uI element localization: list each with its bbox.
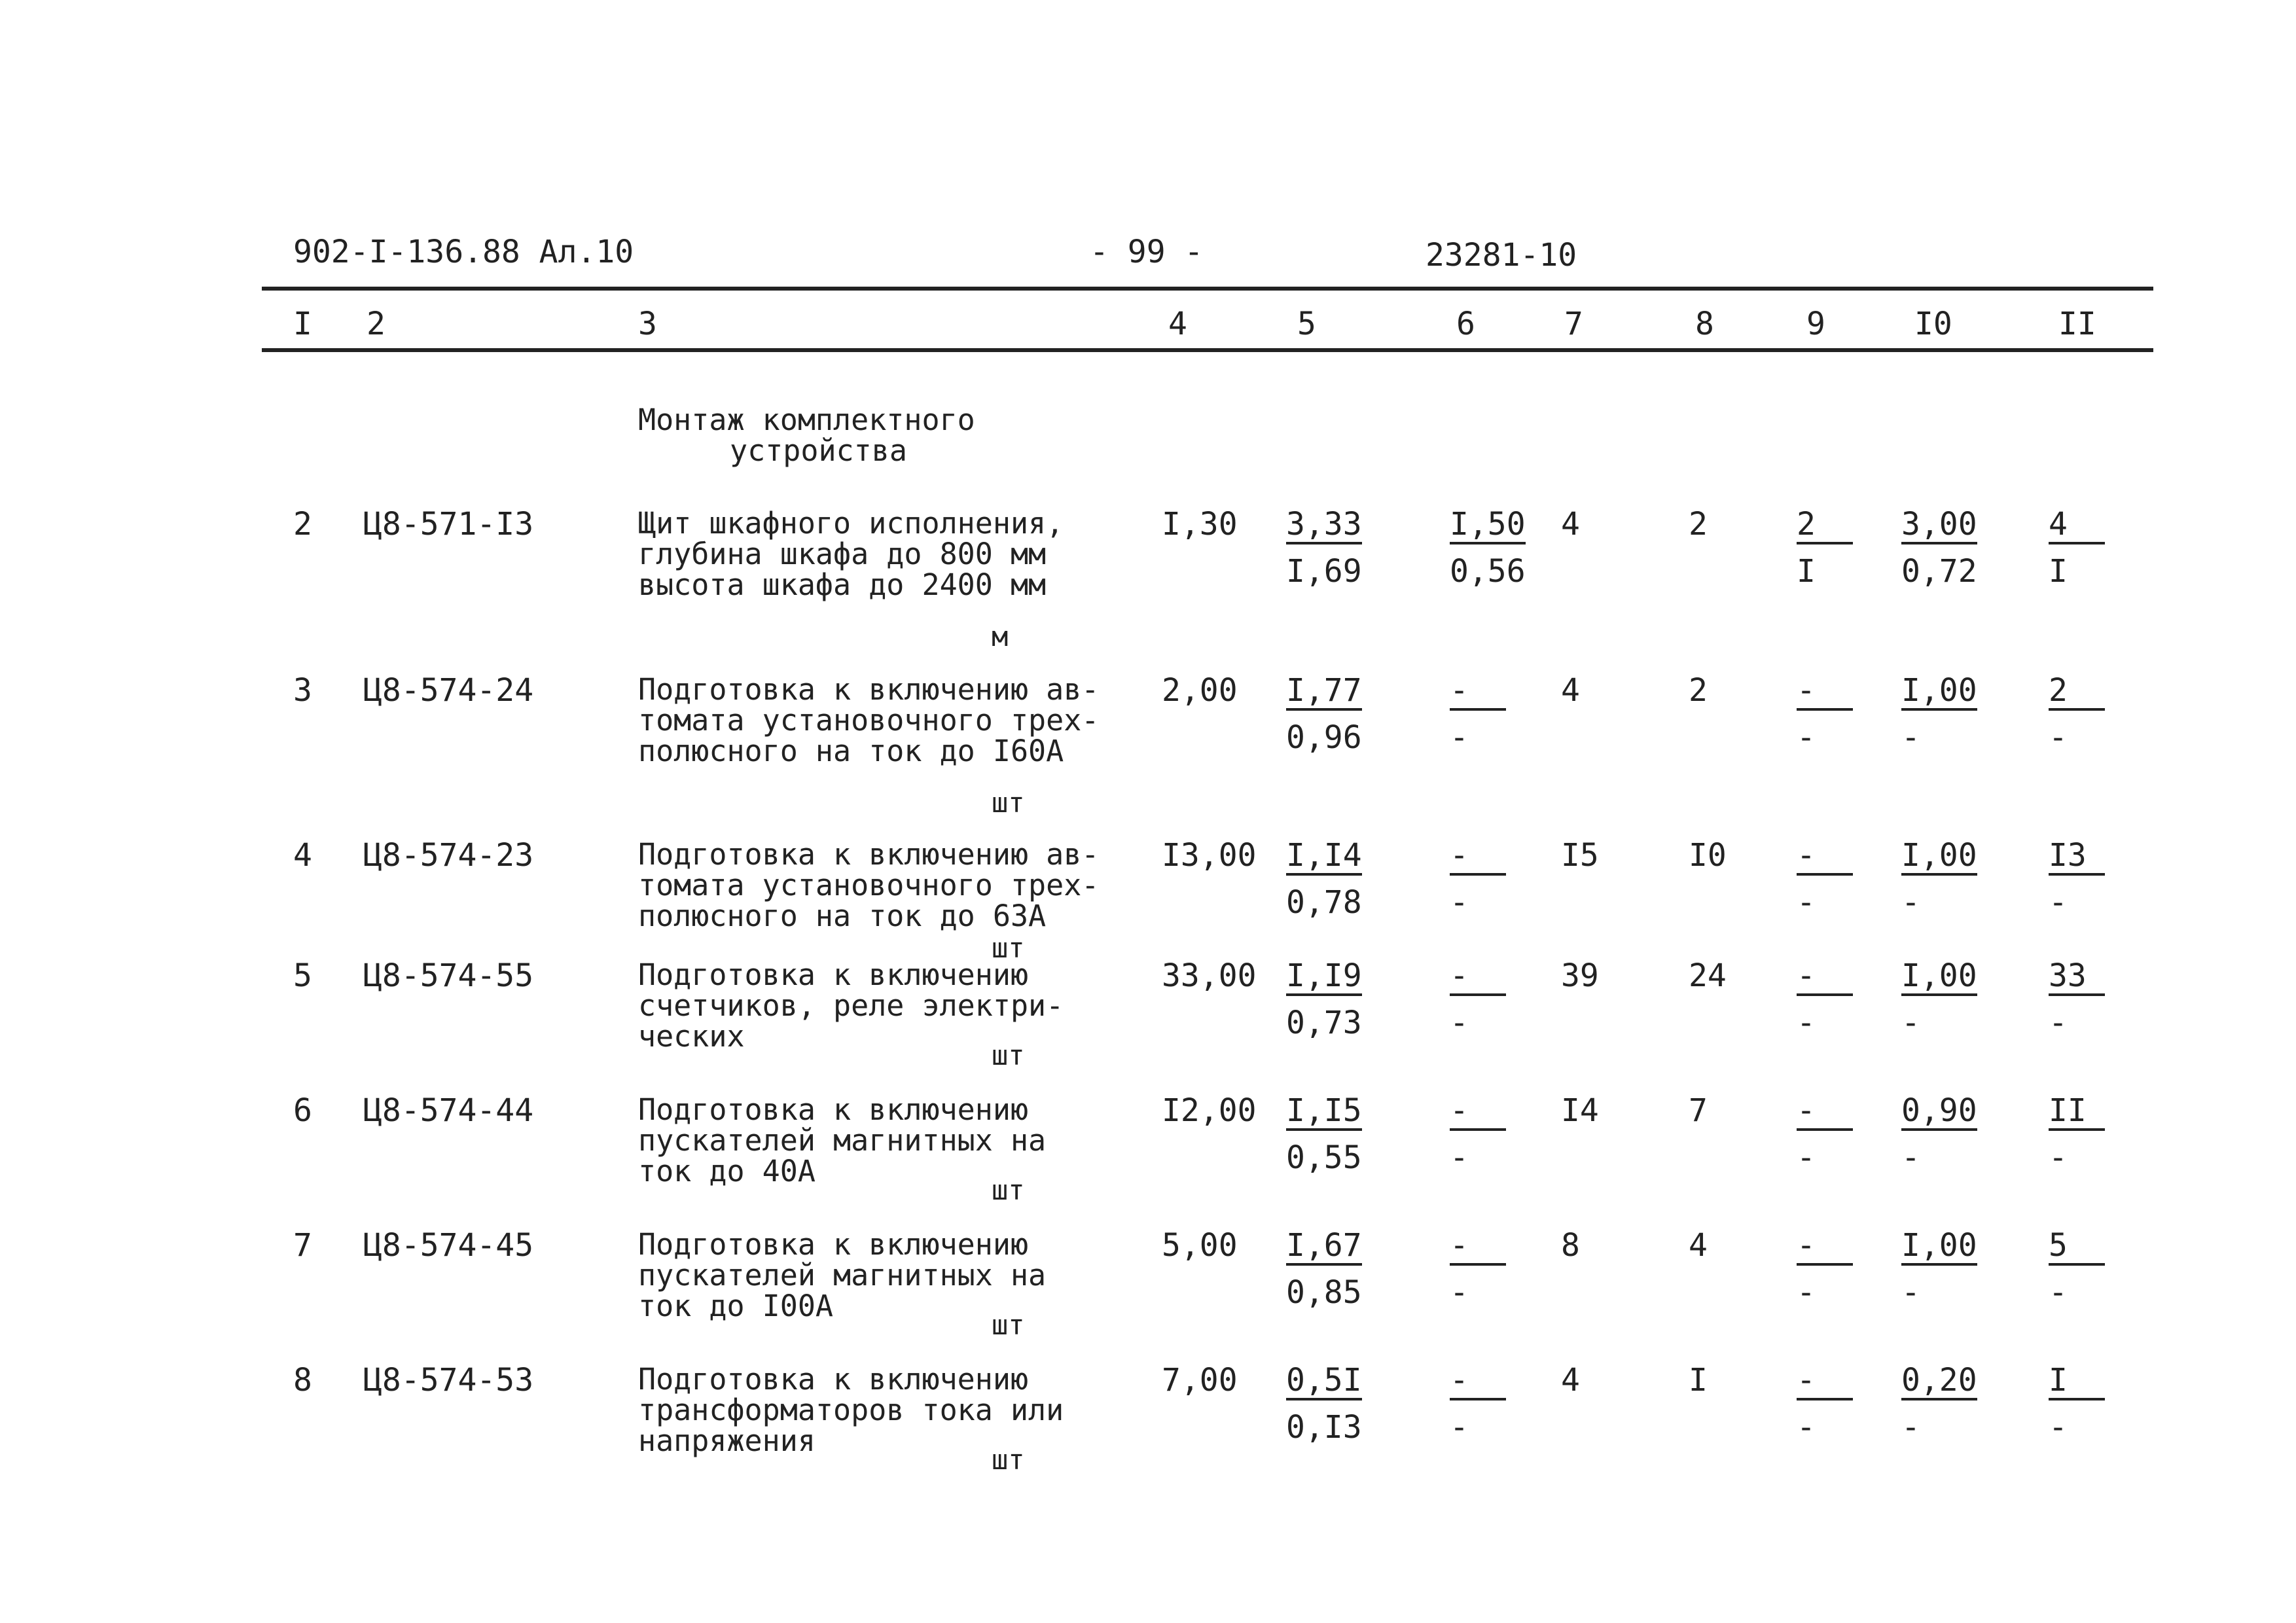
rate-code: Ц8-574-23	[363, 837, 534, 874]
rate-code: Ц8-574-53	[363, 1362, 534, 1399]
cost-fraction-numerator: 0,5I	[1286, 1364, 1362, 1400]
operation-fraction	[1450, 839, 1506, 919]
work-description-line: Подготовка к включению ав-	[638, 837, 1100, 872]
operation-fraction	[1450, 1229, 1506, 1309]
operation-fraction-denominator: -	[1450, 719, 1469, 756]
col10-fraction	[1901, 839, 1977, 919]
unit-of-measure: шт	[992, 1444, 1025, 1476]
operation-fraction-denominator: -	[1450, 1274, 1469, 1311]
work-description-line: Подготовка к включению	[638, 1227, 1029, 1262]
col10-fraction	[1901, 959, 1977, 1039]
row-number: 2	[293, 506, 312, 543]
col11-fraction-denominator: -	[2049, 1274, 2068, 1311]
col11-fraction-denominator: -	[2049, 719, 2068, 756]
cost-fraction	[1286, 1364, 1362, 1444]
operation-fraction-numerator: -	[1450, 674, 1506, 711]
section-title-line: устройства	[730, 433, 907, 468]
col9-fraction-denominator: -	[1797, 1274, 1816, 1311]
unit-of-measure: шт	[992, 1309, 1025, 1341]
col10-fraction-numerator: 3,00	[1901, 508, 1977, 544]
col9-fraction-denominator: -	[1797, 884, 1816, 921]
col10-fraction-denominator: -	[1901, 884, 1920, 921]
sheet-code: 23281-10	[1426, 237, 1577, 274]
cost-fraction	[1286, 839, 1362, 919]
col8-value: I0	[1689, 837, 1727, 874]
col7-value: 4	[1561, 506, 1580, 543]
rate-code: Ц8-574-45	[363, 1227, 534, 1264]
operation-fraction-numerator: -	[1450, 839, 1506, 876]
col11-fraction	[2049, 1229, 2105, 1309]
cost-fraction-denominator: 0,96	[1286, 719, 1362, 756]
work-description-line: счетчиков, реле электри-	[638, 988, 1064, 1023]
col11-fraction	[2049, 959, 2105, 1039]
col9-fraction-numerator: -	[1797, 1229, 1853, 1266]
cost-fraction-numerator: I,77	[1286, 674, 1362, 711]
col10-fraction-denominator: -	[1901, 1005, 1920, 1041]
quantity-value: 33,00	[1162, 957, 1257, 994]
cost-fraction-denominator: 0,55	[1286, 1139, 1362, 1176]
work-description-line: Щит шкафного исполнения,	[638, 506, 1064, 541]
cost-fraction	[1286, 1229, 1362, 1309]
cost-fraction-denominator: 0,85	[1286, 1274, 1362, 1311]
col10-fraction	[1901, 1094, 1977, 1174]
col8-value: 4	[1689, 1227, 1708, 1264]
rate-code: Ц8-574-44	[363, 1092, 534, 1129]
col11-fraction-denominator: I	[2049, 553, 2068, 590]
work-description-line: Подготовка к включению ав-	[638, 672, 1100, 707]
column-number: 8	[1695, 306, 1714, 342]
work-description-line: Подготовка к включению	[638, 1362, 1029, 1397]
column-number: 4	[1168, 306, 1187, 342]
col11-fraction	[2049, 508, 2105, 588]
unit-of-measure: шт	[992, 787, 1025, 819]
work-description-line: томата установочного трех-	[638, 868, 1100, 902]
quantity-value: I2,00	[1162, 1092, 1257, 1129]
operation-fraction-numerator: I,50	[1450, 508, 1526, 544]
work-description-line: полюсного на ток до I60А	[638, 734, 1064, 768]
col10-fraction	[1901, 674, 1977, 754]
col9-fraction-denominator: -	[1797, 1139, 1816, 1176]
work-description-line: Подготовка к включению	[638, 1092, 1029, 1127]
operation-fraction-denominator: -	[1450, 1409, 1469, 1446]
row-number: 4	[293, 837, 312, 874]
col9-fraction	[1797, 959, 1853, 1039]
col8-value: I	[1689, 1362, 1708, 1399]
column-number: 9	[1806, 306, 1825, 342]
cost-fraction-numerator: 3,33	[1286, 508, 1362, 544]
col9-fraction	[1797, 1364, 1853, 1444]
row-number: 7	[293, 1227, 312, 1264]
col10-fraction	[1901, 1229, 1977, 1309]
col9-fraction-numerator: -	[1797, 674, 1853, 711]
col9-fraction	[1797, 674, 1853, 754]
col7-value: 39	[1561, 957, 1599, 994]
quantity-value: I3,00	[1162, 837, 1257, 874]
col11-fraction-numerator: I	[2049, 1364, 2105, 1400]
cost-fraction	[1286, 1094, 1362, 1174]
quantity-value: 7,00	[1162, 1362, 1238, 1399]
column-number: 5	[1297, 306, 1316, 342]
col7-value: 4	[1561, 1362, 1580, 1399]
col11-fraction-numerator: 33	[2049, 959, 2105, 996]
work-description-line: ток до 40А	[638, 1154, 816, 1188]
work-description-line: высота шкафа до 2400 мм	[638, 567, 1047, 602]
operation-fraction	[1450, 674, 1506, 754]
col9-fraction-denominator: -	[1797, 719, 1816, 756]
work-description-line: пускателей магнитных на	[638, 1258, 1047, 1293]
work-description-line: глубина шкафа до 800 мм	[638, 537, 1047, 571]
operation-fraction-denominator: -	[1450, 1005, 1469, 1041]
work-description-line: ческих	[638, 1019, 745, 1054]
col9-fraction-denominator: -	[1797, 1005, 1816, 1041]
col7-value: I4	[1561, 1092, 1599, 1129]
operation-fraction-numerator: -	[1450, 1364, 1506, 1400]
cost-fraction-denominator: 0,73	[1286, 1005, 1362, 1041]
col10-fraction-denominator: -	[1901, 1139, 1920, 1176]
quantity-value: 5,00	[1162, 1227, 1238, 1264]
work-description-line: томата установочного трех-	[638, 703, 1100, 738]
col9-fraction	[1797, 508, 1853, 588]
cost-fraction	[1286, 508, 1362, 588]
col10-fraction-numerator: 0,20	[1901, 1364, 1977, 1400]
operation-fraction-denominator: -	[1450, 1139, 1469, 1176]
row-number: 8	[293, 1362, 312, 1399]
quantity-value: I,30	[1162, 506, 1238, 543]
row-number: 5	[293, 957, 312, 994]
operation-fraction	[1450, 1094, 1506, 1174]
column-number: II	[2058, 306, 2096, 342]
cost-fraction	[1286, 674, 1362, 754]
operation-fraction-numerator: -	[1450, 1094, 1506, 1131]
col8-value: 24	[1689, 957, 1727, 994]
operation-fraction	[1450, 508, 1526, 588]
col11-fraction	[2049, 1094, 2105, 1174]
col10-fraction	[1901, 1364, 1977, 1444]
page-number: - 99 -	[1090, 234, 1204, 270]
top-rule	[262, 287, 2153, 291]
cost-fraction-denominator: 0,I3	[1286, 1409, 1362, 1446]
col10-fraction-denominator: -	[1901, 1274, 1920, 1311]
col9-fraction-numerator: -	[1797, 839, 1853, 876]
col9-fraction-numerator: -	[1797, 1094, 1853, 1131]
unit-of-measure: м	[992, 620, 1009, 652]
col11-fraction-numerator: I3	[2049, 839, 2105, 876]
col10-fraction-numerator: 0,90	[1901, 1094, 1977, 1131]
operation-fraction-numerator: -	[1450, 959, 1506, 996]
col9-fraction	[1797, 1094, 1853, 1174]
operation-fraction-denominator: 0,56	[1450, 553, 1526, 590]
col9-fraction-numerator: -	[1797, 959, 1853, 996]
column-number: 2	[367, 306, 386, 342]
work-description-line: пускателей магнитных на	[638, 1123, 1047, 1158]
col11-fraction	[2049, 839, 2105, 919]
row-number: 3	[293, 672, 312, 709]
column-number: 3	[638, 306, 657, 342]
cost-fraction-numerator: I,67	[1286, 1229, 1362, 1266]
operation-fraction-denominator: -	[1450, 884, 1469, 921]
col10-fraction-denominator: -	[1901, 1409, 1920, 1446]
col9-fraction	[1797, 839, 1853, 919]
col8-value: 2	[1689, 506, 1708, 543]
col11-fraction-numerator: 5	[2049, 1229, 2105, 1266]
col11-fraction-denominator: -	[2049, 1139, 2068, 1176]
cost-fraction-denominator: I,69	[1286, 553, 1362, 590]
cost-fraction-numerator: I,I4	[1286, 839, 1362, 876]
col9-fraction	[1797, 1229, 1853, 1309]
rate-code: Ц8-574-55	[363, 957, 534, 994]
col11-fraction-denominator: -	[2049, 1409, 2068, 1446]
col7-value: 8	[1561, 1227, 1580, 1264]
col10-fraction	[1901, 508, 1977, 588]
col9-fraction-denominator: -	[1797, 1409, 1816, 1446]
unit-of-measure: шт	[992, 1039, 1025, 1071]
column-number: I0	[1914, 306, 1952, 342]
col10-fraction-numerator: I,00	[1901, 839, 1977, 876]
col7-value: 4	[1561, 672, 1580, 709]
col11-fraction-denominator: -	[2049, 1005, 2068, 1041]
operation-fraction-numerator: -	[1450, 1229, 1506, 1266]
unit-of-measure: шт	[992, 932, 1025, 964]
col11-fraction-numerator: II	[2049, 1094, 2105, 1131]
work-description-line: ток до I00А	[638, 1289, 834, 1323]
column-number: 7	[1564, 306, 1583, 342]
col10-fraction-numerator: I,00	[1901, 674, 1977, 711]
col9-fraction-numerator: 2	[1797, 508, 1853, 544]
document-code: 902-I-136.88 Ал.10	[293, 234, 634, 270]
col11-fraction-denominator: -	[2049, 884, 2068, 921]
rate-code: Ц8-574-24	[363, 672, 534, 709]
col8-value: 7	[1689, 1092, 1708, 1129]
col11-fraction	[2049, 1364, 2105, 1444]
quantity-value: 2,00	[1162, 672, 1238, 709]
cost-fraction-numerator: I,I9	[1286, 959, 1362, 996]
col11-fraction	[2049, 674, 2105, 754]
col10-fraction-numerator: I,00	[1901, 959, 1977, 996]
col11-fraction-numerator: 2	[2049, 674, 2105, 711]
col10-fraction-denominator: -	[1901, 719, 1920, 756]
work-description-line: полюсного на ток до 63А	[638, 899, 1047, 933]
col7-value: I5	[1561, 837, 1599, 874]
cost-fraction	[1286, 959, 1362, 1039]
work-description-line: трансформаторов тока или	[638, 1393, 1064, 1427]
col8-value: 2	[1689, 672, 1708, 709]
row-number: 6	[293, 1092, 312, 1129]
unit-of-measure: шт	[992, 1174, 1025, 1206]
operation-fraction	[1450, 959, 1506, 1039]
work-description-line: Подготовка к включению	[638, 957, 1029, 992]
header-bottom-rule	[262, 348, 2153, 352]
section-title-line: Монтаж комплектного	[638, 402, 975, 437]
col10-fraction-numerator: I,00	[1901, 1229, 1977, 1266]
col9-fraction-denominator: I	[1797, 553, 1816, 590]
col9-fraction-numerator: -	[1797, 1364, 1853, 1400]
column-number: 6	[1456, 306, 1475, 342]
work-description-line: напряжения	[638, 1423, 816, 1458]
cost-fraction-denominator: 0,78	[1286, 884, 1362, 921]
operation-fraction	[1450, 1364, 1506, 1444]
column-number: I	[293, 306, 312, 342]
rate-code: Ц8-571-I3	[363, 506, 534, 543]
cost-fraction-numerator: I,I5	[1286, 1094, 1362, 1131]
col10-fraction-denominator: 0,72	[1901, 553, 1977, 590]
col11-fraction-numerator: 4	[2049, 508, 2105, 544]
